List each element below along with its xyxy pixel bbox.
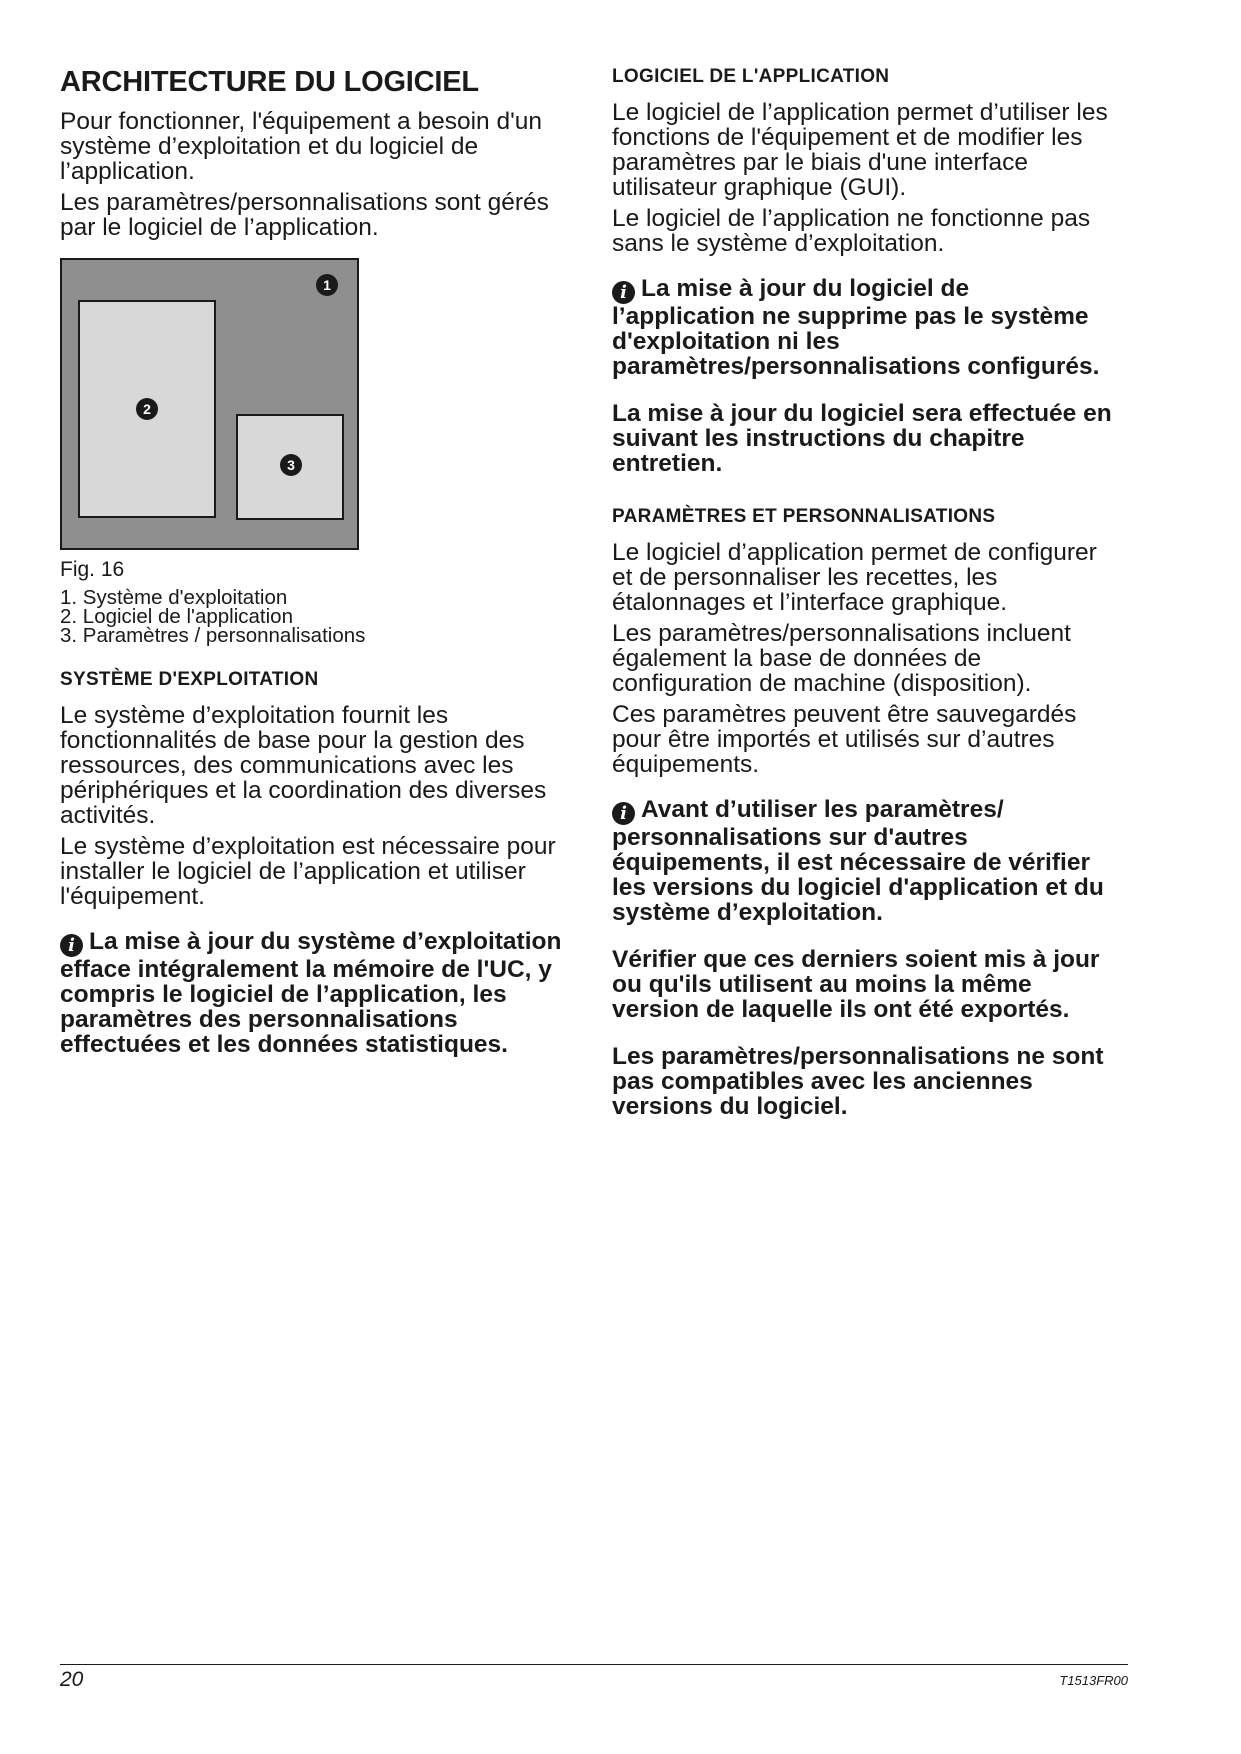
app-paragraph-2: Le logiciel de l’application ne fonctionne pas sans le système d’exploitation.	[612, 205, 1091, 257]
legend-item: 2. Logiciel de l'application	[60, 605, 293, 628]
os-paragraph-1: Le système d’exploitation fournit les fonctionnalités de base pour la gestion des ressources, des communications avec les périphériques et la coordination des diverses activités.	[60, 702, 547, 829]
right-column	[612, 62, 1112, 1141]
app-paragraph-1: Le logiciel de l’application permet d’utiliser les fonctions de l'équipement et de modifier les paramètres par le biais d'une interface utilisateur graphique (GUI).	[612, 99, 1108, 201]
params-paragraph-2: Les paramètres/personnalisations incluent également la base de données de configuration de machine (disposition).	[612, 620, 1071, 697]
app-heading: LOGICIEL DE L'APPLICATION	[612, 66, 890, 87]
app-note	[612, 276, 1112, 379]
params-note-text: Avant d’utiliser les paramètres/ personnalisations sur d'autres équipements, il est nécessaire de vérifier les versions du logiciel d'application et du système d’exploitation.	[612, 796, 1104, 926]
info-icon: i	[612, 802, 635, 825]
marker-2: 2	[136, 398, 158, 420]
marker-3: 3	[280, 454, 302, 476]
app-note-text: La mise à jour du logiciel de l’application ne supprime pas le système d'exploitation ni les paramètres/personnalisations configurés.	[612, 275, 1100, 380]
params-note-3: Les paramètres/personnalisations ne sont pas compatibles avec les anciennes versions du logiciel.	[612, 1043, 1104, 1120]
page-number: 20	[60, 1668, 84, 1691]
os-note-text: La mise à jour du système d’exploitation efface intégralement la mémoire de l'UC, y compris le logiciel de l’application, les paramètres des personnalisations effectuées et les données statistiques.	[60, 928, 562, 1058]
legend-item: 1. Système d'exploitation	[60, 586, 288, 609]
info-icon: i	[612, 281, 635, 304]
left-column	[60, 62, 580, 1079]
params-heading: PARAMÈTRES ET PERSONNALISATIONS	[612, 506, 996, 527]
params-paragraph-1: Le logiciel d’application permet de configurer et de personnaliser les recettes, les étalonnages et l’interface graphique.	[612, 539, 1097, 616]
info-icon: i	[60, 934, 83, 957]
legend-item: 3. Paramètres / personnalisations	[60, 624, 366, 647]
os-paragraph-2: Le système d’exploitation est nécessaire pour installer le logiciel de l’application et utiliser l'équipement.	[60, 833, 556, 910]
app-note-2: La mise à jour du logiciel sera effectuée en suivant les instructions du chapitre entretien.	[612, 400, 1112, 477]
params-paragraph-3: Ces paramètres peuvent être sauvegardés pour être importés et utilisés sur d’autres équipements.	[612, 701, 1077, 778]
architecture-figure	[60, 258, 359, 550]
footer-divider	[60, 1664, 1128, 1665]
os-heading: SYSTÈME D'EXPLOITATION	[60, 669, 319, 690]
page-title: ARCHITECTURE DU LOGICIEL	[60, 66, 479, 98]
figure-legend	[60, 588, 580, 645]
os-note	[60, 929, 580, 1057]
intro-paragraph-2: Les paramètres/personnalisations sont gérés par le logiciel de l’application.	[60, 189, 549, 241]
params-note	[612, 797, 1112, 925]
document-code: T1513FR00	[1059, 1673, 1128, 1688]
figure-caption: Fig. 16	[60, 558, 125, 581]
marker-1: 1	[316, 274, 338, 296]
intro-paragraph-1: Pour fonctionner, l'équipement a besoin d'un système d’exploitation et du logiciel de l’application.	[60, 108, 542, 185]
params-note-2: Vérifier que ces derniers soient mis à jour ou qu'ils utilisent au moins la même version de laquelle ils ont été exportés.	[612, 946, 1100, 1023]
